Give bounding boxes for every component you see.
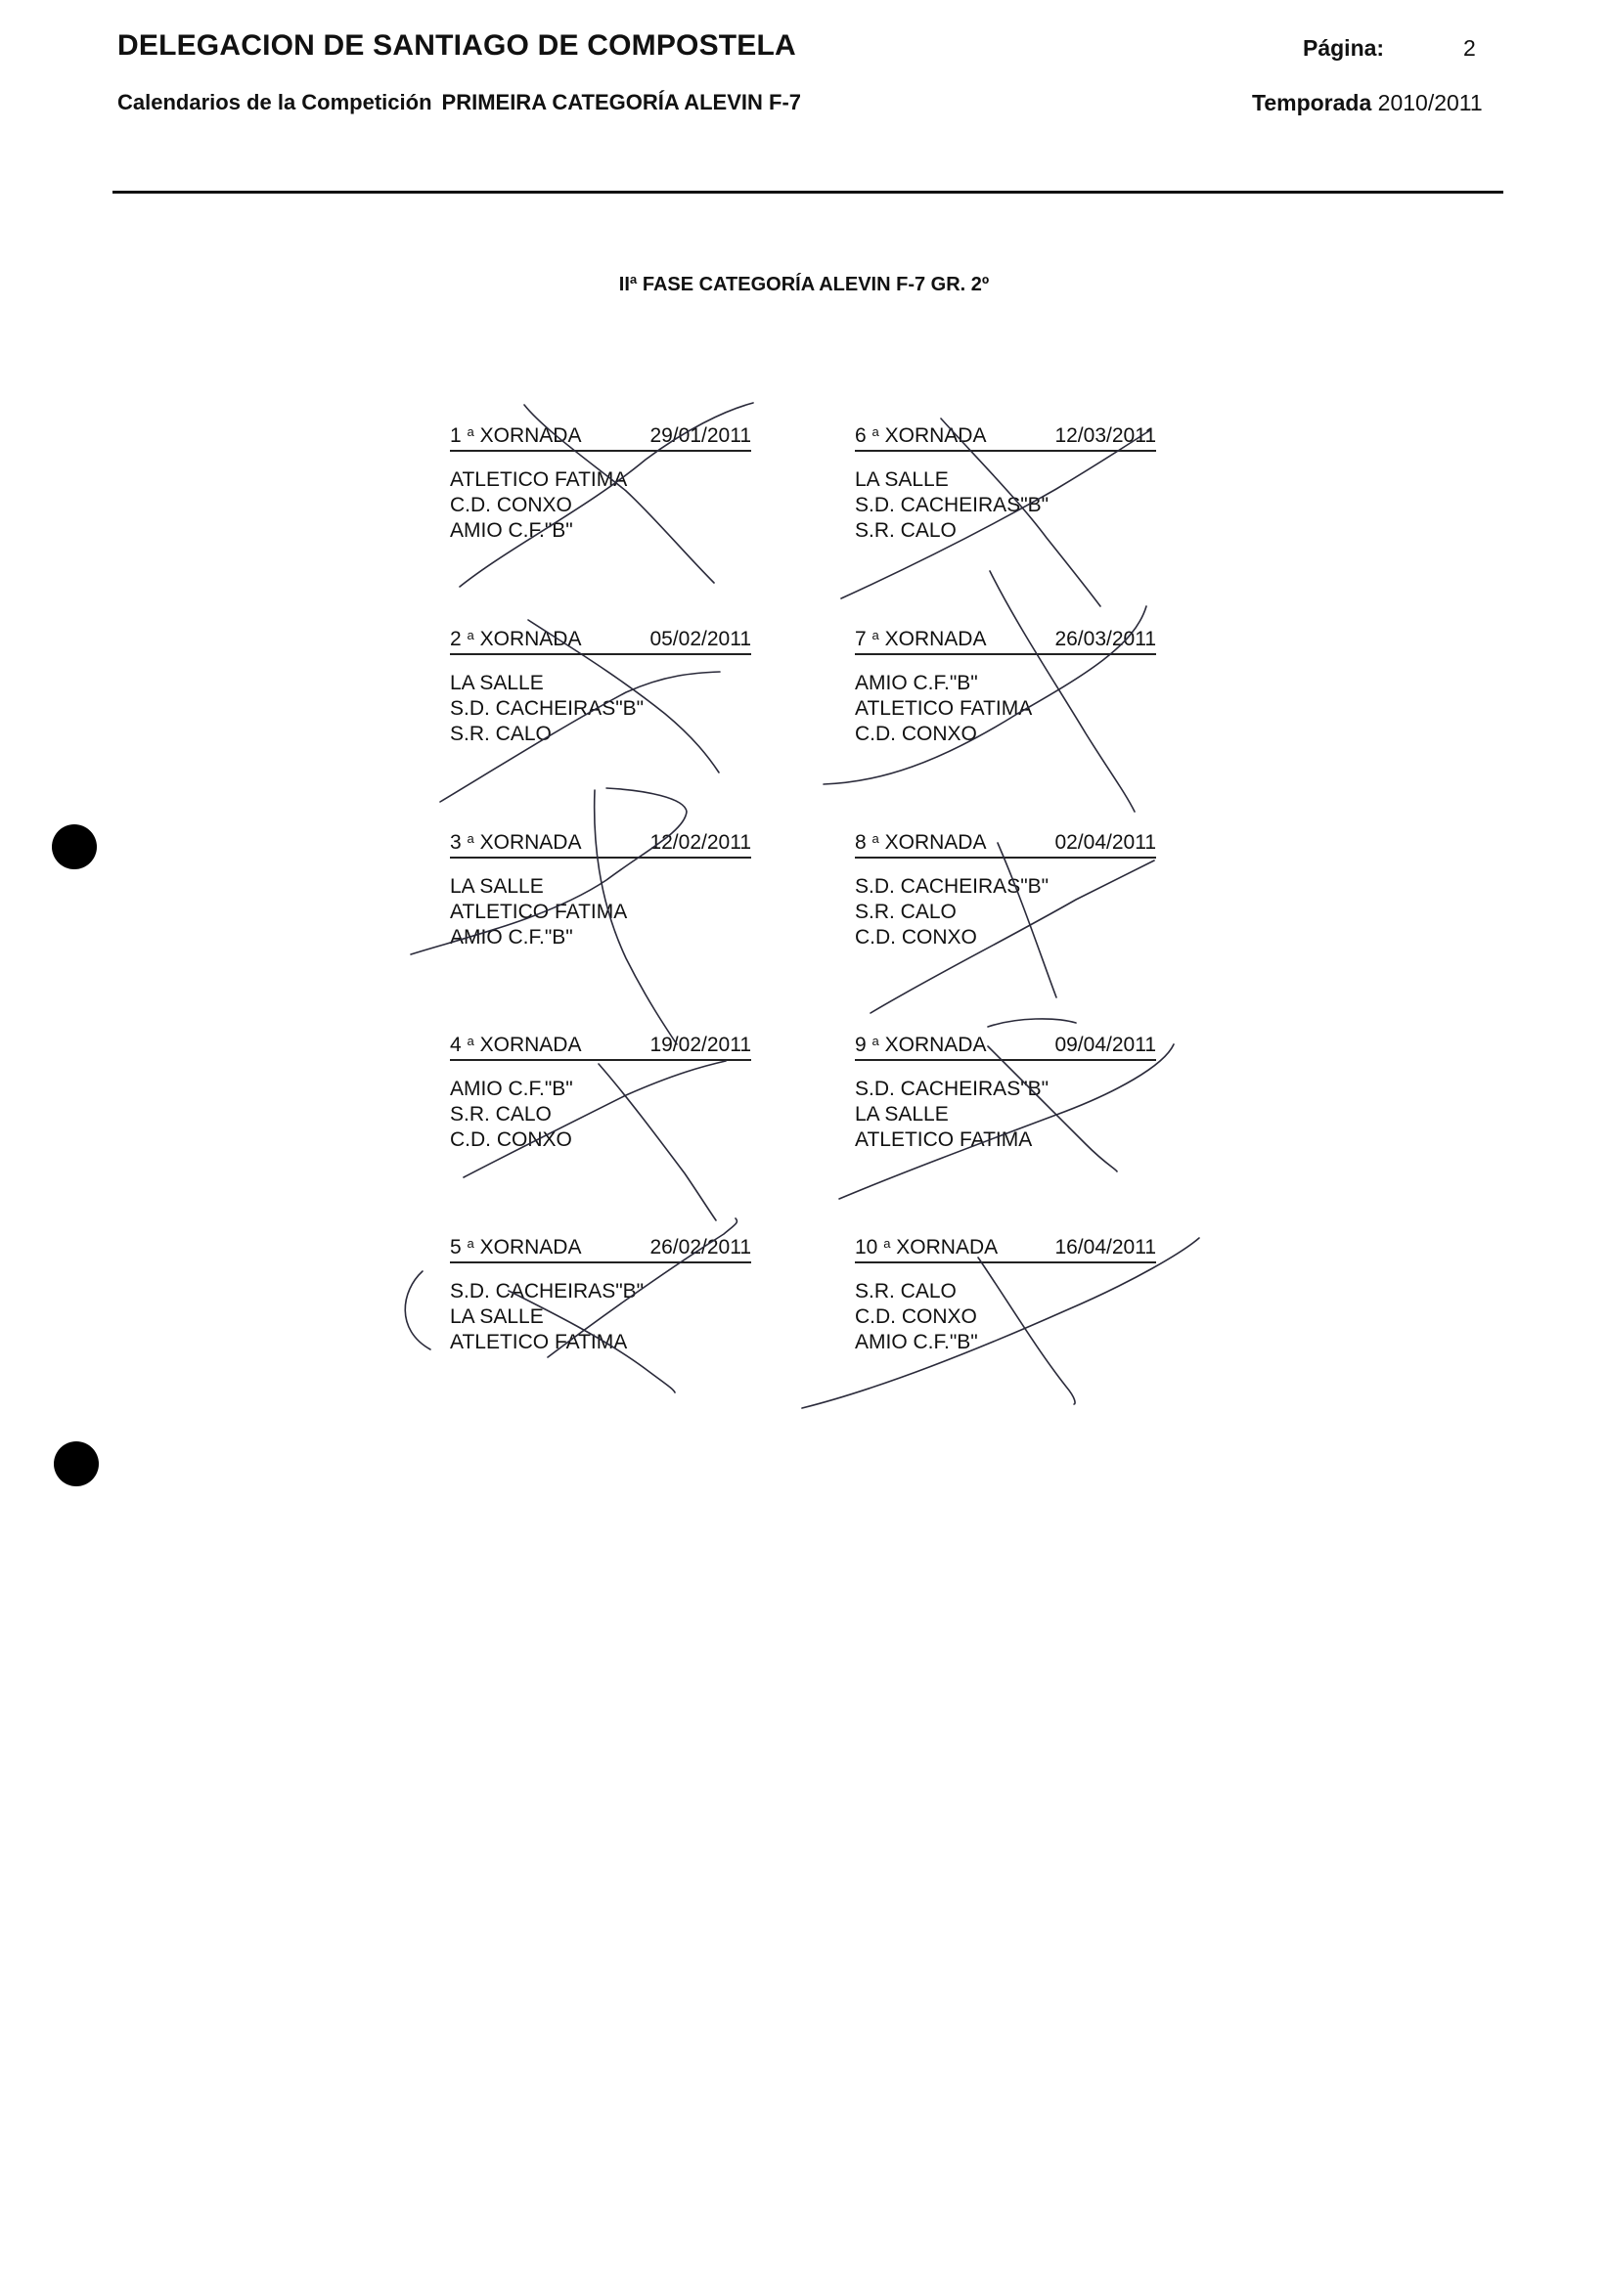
team-list [855,1279,1156,1355]
document-title: DELEGACION DE SANTIAGO DE COMPOSTELA [117,29,796,62]
team: LA SALLE [855,468,949,491]
team: AMIO C.F."B" [855,1331,978,1353]
round-date: 29/01/2011 [649,424,751,447]
round-header [450,1032,751,1061]
team-list [450,874,751,950]
round-date: 16/04/2011 [1054,1236,1156,1258]
team: S.D. CACHEIRAS"B" [450,697,645,720]
team: ATLETICO FATIMA [855,697,1033,720]
round-date: 26/03/2011 [1054,628,1156,650]
round-name: 8 $^a$ XORNADA [855,831,987,854]
season [1252,90,1483,116]
header-divider [112,191,1503,194]
round-block [855,1234,1156,1355]
team: ATLETICO FATIMA [450,468,628,491]
team: C.D. CONXO [855,723,977,745]
round-header [450,422,751,452]
team: C.D. CONXO [450,494,572,516]
round-date: 26/02/2011 [649,1236,751,1258]
round-name: 10 $^a$ XORNADA [855,1236,999,1258]
round-date: 12/03/2011 [1054,424,1156,447]
round-name: 9 $^a$ XORNADA [855,1034,987,1056]
round-name: 4 $^a$ XORNADA [450,1034,582,1056]
team: C.D. CONXO [450,1128,572,1151]
team: AMIO C.F."B" [450,519,573,542]
round-header [855,422,1156,452]
team: C.D. CONXO [855,1305,977,1328]
round-header [855,1234,1156,1263]
team: LA SALLE [450,1305,544,1328]
team: C.D. CONXO [855,926,977,949]
signature-stroke [988,1019,1076,1027]
round-block [855,1032,1156,1153]
team: S.D. CACHEIRAS"B" [855,494,1050,516]
team: AMIO C.F."B" [450,1078,573,1100]
team-list [855,467,1156,544]
team: ATLETICO FATIMA [450,901,628,923]
phase-title: IIª FASE CATEGORÍA ALEVIN F-7 GR. 2º [618,274,990,295]
team-list [450,1279,751,1355]
round-header [855,829,1156,859]
team: LA SALLE [855,1103,949,1126]
round-date: 02/04/2011 [1054,831,1156,854]
round-block [855,626,1156,747]
team: ATLETICO FATIMA [855,1128,1033,1151]
round-block [450,1032,751,1153]
team: S.R. CALO [450,723,552,745]
round-block [855,422,1156,544]
team: LA SALLE [450,875,544,898]
team-list [855,1077,1156,1153]
team-list [450,671,751,747]
team: S.R. CALO [450,1103,552,1126]
round-header [855,626,1156,655]
subtitle [117,90,801,115]
season-value: 2010/2011 [1377,90,1483,115]
round-name: 5 $^a$ XORNADA [450,1236,582,1258]
round-name: 1 $^a$ XORNADA [450,424,582,447]
team: S.R. CALO [855,1280,957,1303]
round-block [450,626,751,747]
punch-hole [52,824,97,869]
round-block [450,829,751,950]
round-block [450,1234,751,1355]
category-text: PRIMEIRA CATEGORÍA ALEVIN F-7 [441,90,802,114]
team: LA SALLE [450,672,544,694]
round-header [450,1234,751,1263]
season-label: Temporada [1252,90,1372,115]
round-header [855,1032,1156,1061]
signature-stroke [405,1271,430,1349]
team: S.D. CACHEIRAS"B" [855,1078,1050,1100]
team: S.R. CALO [855,901,957,923]
round-date: 12/02/2011 [649,831,751,854]
page-label: Página: [1303,35,1385,61]
round-name: 3 $^a$ XORNADA [450,831,582,854]
team: S.R. CALO [855,519,957,542]
team-list [450,1077,751,1153]
team-list [855,874,1156,950]
round-block [855,829,1156,950]
round-header [450,626,751,655]
team: ATLETICO FATIMA [450,1331,628,1353]
round-block [450,422,751,544]
round-header [450,829,751,859]
round-name: 2 $^a$ XORNADA [450,628,582,650]
round-date: 19/02/2011 [649,1034,751,1056]
subtitle-text: Calendarios de la Competición [117,90,432,114]
team: S.D. CACHEIRAS"B" [450,1280,645,1303]
round-date: 09/04/2011 [1054,1034,1156,1056]
team: S.D. CACHEIRAS"B" [855,875,1050,898]
round-date: 05/02/2011 [649,628,751,650]
team: AMIO C.F."B" [450,926,573,949]
team-list [855,671,1156,747]
team-list [450,467,751,544]
round-name: 7 $^a$ XORNADA [855,628,987,650]
punch-hole [54,1441,99,1486]
round-name: 6 $^a$ XORNADA [855,424,987,447]
page-number: 2 [1463,35,1476,61]
team: AMIO C.F."B" [855,672,978,694]
